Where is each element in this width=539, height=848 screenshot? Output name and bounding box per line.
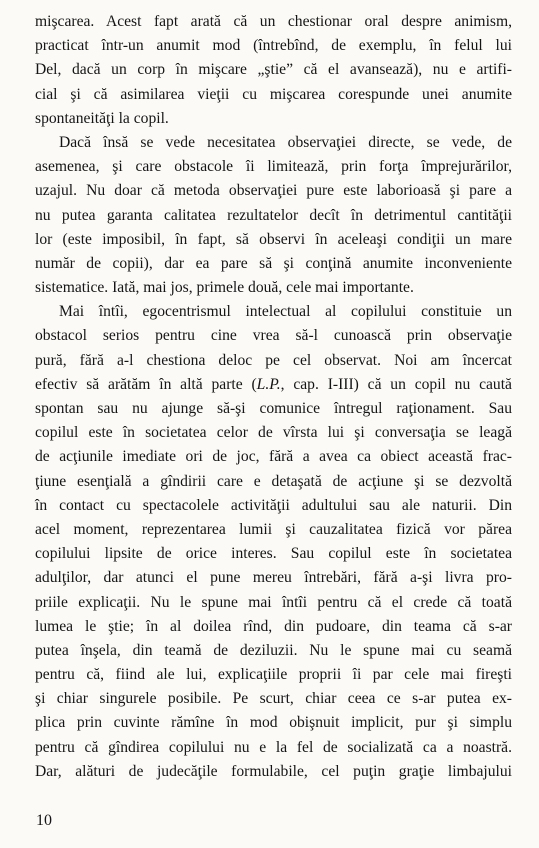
text-line: efectiv să arătăm în altă parte (L.P., cap. I-III) că un copil nu caută: [35, 375, 512, 393]
text-line: obstacol serios pentru cine vrea să-l cunoască prin observaţie: [35, 327, 512, 345]
text-line: spontaneităţi la copil.: [35, 109, 169, 127]
text-line: copilului lipsite de orice interes. Sau copilul este în societatea: [35, 545, 512, 563]
text-line: pură, fără a-l chestiona deloc pe cel observat. Noi am încercat: [35, 351, 512, 369]
text-line: Mai întîi, egocentrismul intelectual al copilului constituie un: [59, 303, 512, 321]
text-line: uzajul. Nu doar că metoda observaţiei pure este laborioasă şi pare a: [35, 182, 512, 200]
text-line: şi chiar singurele posibile. Pe scurt, chiar ceea ce s-ar putea ex-: [35, 690, 512, 708]
page-number: 10: [36, 812, 52, 829]
text-line: adulţilor, dar atunci el pune mereu întrebări, fără a-şi livra pro-: [35, 569, 512, 587]
text-line: număr de copii), dar ea pare să şi conţină anumite inconveniente: [35, 254, 512, 272]
text-line: priile explicaţii. Nu le spune mai întîi pentru că el crede că toată: [35, 593, 512, 611]
paragraph-3: [35, 300, 512, 784]
text-line: Dacă însă se vede necesitatea observaţiei directe, se vede, de: [59, 133, 512, 151]
text-line: nu putea garanta calitatea rezultatelor decît în detrimentul cantităţii: [35, 206, 512, 224]
text-line: spontan sau nu ajunge să-şi comunice întregul raţionament. Sau: [35, 400, 512, 417]
citation-abbreviation: L.P.: [256, 375, 281, 393]
text-line: în contact cu spectacolele activităţii adultului sau ale naturii. Din: [35, 496, 512, 514]
page-body: [35, 10, 512, 784]
text-line: acel moment, reprezentarea lumii şi cauzalitatea fizică vor părea: [35, 520, 512, 538]
text-line: mişcarea. Acest fapt arată că un chestionar oral despre animism,: [35, 13, 512, 30]
text-line: cial şi că asimilarea vieţii cu mişcarea corespunde unei anumite: [35, 85, 512, 103]
text-line: sistematice. Iată, mai jos, primele două, cele mai importante.: [35, 279, 414, 297]
text-line: pentru că gîndirea copilului nu e la fel de socializată ca a noastră.: [35, 738, 512, 756]
paragraph-2: [35, 131, 512, 300]
text-line: Dar, alături de judecăţile formulabile, cel puţin graţie limbajului: [35, 762, 512, 780]
paragraph-1: [35, 10, 512, 131]
text-line: putea înşela, din teamă de deziluzii. Nu le spune mai cu seamă: [35, 641, 512, 659]
text-line: lumea le ştie; în al doilea rînd, din pudoare, din teama că s-ar: [35, 617, 512, 635]
text-line: pentru că, fiind ale lui, explicaţiile proprii îi par cele mai fireşti: [35, 666, 512, 684]
text-line: practicat într-un anumit mod (întrebînd, de exemplu, în felul lui: [35, 37, 512, 55]
text-line: de acţiunile imediate ori de joc, fără a avea ca obiect această frac-: [35, 448, 512, 466]
text-line: lor (este imposibil, în fapt, să observi în aceleaşi condiţii un mare: [35, 230, 512, 248]
text-line: plica prin cuvinte rămîne în mod obişnuit implicit, pur şi simplu: [35, 714, 512, 732]
text-line: ţiune esenţială a gîndirii care e detaşată de acţiune şi se dezvoltă: [35, 472, 512, 490]
text-line: asemenea, şi care obstacole îi limitează, prin forţa împrejurărilor,: [35, 158, 512, 176]
text-line: copilul este în societatea celor de vîrsta lui şi conversaţia se leagă: [35, 424, 512, 442]
text-line: Del, dacă un corp în mişcare „ştie” că el avansează), nu e artifi-: [35, 61, 512, 79]
